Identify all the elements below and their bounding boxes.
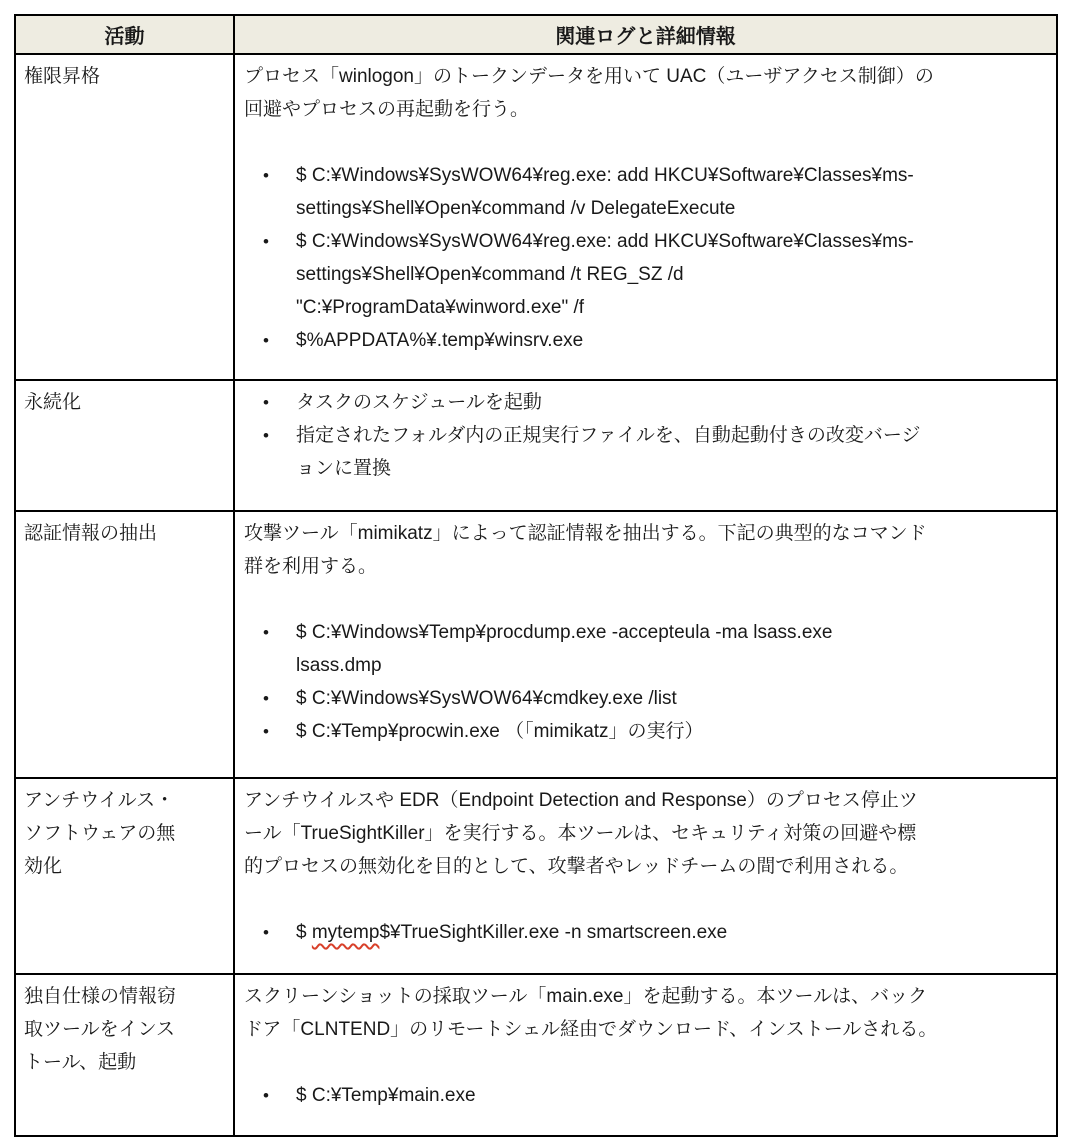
details-cell	[234, 511, 1057, 778]
log-command: $ C:¥Windows¥Temp¥procdump.exe -accepteula -ma lsass.exe lsass.dmp	[296, 622, 833, 676]
description-line: スクリーンショットの採取ツール「main.exe」を起動する。本ツールは、バック	[244, 986, 928, 1007]
bullet-icon: •	[263, 722, 269, 741]
activity-cell	[15, 511, 234, 778]
activity-label: 認証情報の抽出	[24, 523, 158, 544]
bullet-icon: •	[263, 623, 269, 642]
activity-label: 永続化	[24, 392, 82, 413]
log-bullet-item	[244, 324, 1050, 357]
description-paragraph	[244, 60, 1050, 126]
command-prefix: $	[296, 922, 312, 943]
log-bullet-item	[244, 916, 1050, 949]
log-bullet-list	[244, 386, 1050, 485]
bullet-icon: •	[263, 166, 269, 185]
log-bullet-list	[244, 159, 1050, 357]
table-row-persistence	[15, 380, 1057, 511]
activity-cell	[15, 54, 234, 380]
activity-label: 効化	[24, 856, 63, 877]
bullet-icon: •	[263, 1086, 269, 1105]
log-bullet-item	[244, 715, 1050, 748]
table-header-row	[15, 15, 1057, 54]
log-bullet-item	[244, 225, 1050, 324]
activity-label: ソフトウェアの無	[24, 823, 176, 844]
description-paragraph	[244, 980, 1050, 1046]
log-command: タスクのスケジュールを起動	[296, 392, 542, 413]
details-cell	[234, 778, 1057, 974]
log-command: $ C:¥Windows¥SysWOW64¥cmdkey.exe /list	[296, 688, 677, 709]
activity-label: 独自仕様の情報窃	[24, 986, 177, 1007]
description-line: アンチウイルスや EDR（Endpoint Detection and Response）のプロセス停止ツ	[244, 790, 918, 811]
header-cell-details: 関連ログと詳細情報	[234, 15, 1057, 54]
table-row-privilege-escalation	[15, 54, 1057, 380]
log-command: $ C:¥Temp¥procwin.exe （「mimikatz」の実行）	[296, 721, 704, 742]
bullet-icon: •	[263, 689, 269, 708]
activity-cell	[15, 778, 234, 974]
command-suffix: $¥TrueSightKiller.exe -n smartscreen.exe	[379, 922, 728, 943]
bullet-icon: •	[263, 426, 269, 445]
log-command: $%APPDATA%¥.temp¥winsrv.exe	[296, 330, 584, 351]
activity-cell	[15, 380, 234, 511]
log-command: 指定されたフォルダ内の正規実行ファイルを、自動起動付きの改変バージ ョンに置換	[296, 425, 921, 479]
log-bullet-list	[244, 616, 1050, 748]
description-line: 回避やプロセスの再起動を行う。	[244, 99, 530, 120]
misspelled-word: mytemp	[311, 922, 380, 943]
log-bullet-item	[244, 616, 1050, 682]
description-paragraph	[244, 784, 1050, 883]
log-command: $ C:¥Temp¥main.exe	[296, 1085, 476, 1106]
bullet-icon: •	[263, 331, 269, 350]
log-bullet-item	[244, 1079, 1050, 1112]
activity-label: トール、起動	[24, 1052, 137, 1073]
table-row-infostealer	[15, 974, 1057, 1136]
header-cell-activity: 活動	[15, 15, 234, 54]
bullet-icon: •	[263, 393, 269, 412]
log-bullet-item	[244, 419, 1050, 485]
log-bullet-item	[244, 159, 1050, 225]
description-line: 攻撃ツール「mimikatz」によって認証情報を抽出する。下記の典型的なコマンド	[244, 523, 927, 544]
details-cell	[234, 974, 1057, 1136]
description-line: 群を利用する。	[244, 556, 378, 577]
activity-cell	[15, 974, 234, 1136]
log-command: $ C:¥Windows¥SysWOW64¥reg.exe: add HKCU¥Software¥Classes¥ms- settings¥Shell¥Open¥command /t REG_SZ /d "C:¥ProgramData¥winword.exe" /f	[296, 231, 914, 318]
table-row-av-disable	[15, 778, 1057, 974]
log-bullet-item	[244, 682, 1050, 715]
log-bullet-item	[244, 386, 1050, 419]
description-line: プロセス「winlogon」のトークンデータを用いて UAC（ユーザアクセス制御）の	[244, 66, 934, 87]
bullet-icon: •	[263, 232, 269, 251]
bullet-icon: •	[263, 923, 269, 942]
log-command: $ C:¥Windows¥SysWOW64¥reg.exe: add HKCU¥Software¥Classes¥ms- settings¥Shell¥Open¥command /v DelegateExecute	[296, 165, 914, 219]
log-command	[296, 916, 1050, 949]
activity-label: 取ツールをインス	[24, 1019, 176, 1040]
description-line: 的プロセスの無効化を目的として、攻撃者やレッドチームの間で利用される。	[244, 856, 909, 877]
description-line: ドア「CLNTEND」のリモートシェル経由でダウンロード、インストールされる。	[244, 1019, 938, 1040]
description-paragraph	[244, 517, 1050, 583]
log-bullet-list	[244, 1079, 1050, 1112]
details-cell	[234, 380, 1057, 511]
details-cell	[234, 54, 1057, 380]
activity-label: 権限昇格	[24, 66, 101, 87]
log-bullet-list	[244, 916, 1050, 949]
table-row-credential-extraction	[15, 511, 1057, 778]
activity-label: アンチウイルス・	[24, 790, 175, 811]
description-line: ール「TrueSightKiller」を実行する。本ツールは、セキュリティ対策の回避や標	[244, 823, 917, 844]
activity-log-table	[14, 14, 1058, 1137]
